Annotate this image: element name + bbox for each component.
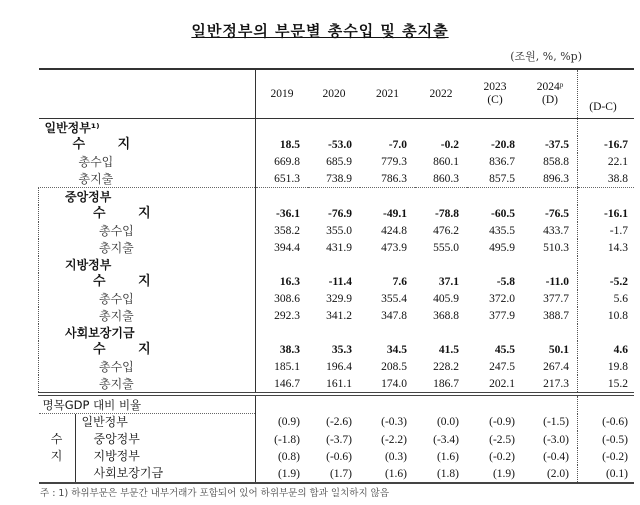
- row-label: 총지출: [39, 239, 256, 256]
- value-cell: 651.3: [256, 170, 309, 188]
- value-cell: 555.0: [433, 241, 459, 254]
- value-cell: 18.5: [279, 138, 300, 151]
- value-cell: 267.4: [543, 360, 569, 373]
- section-row: [39, 188, 635, 206]
- value-cell: -7.0: [388, 138, 407, 151]
- value-cell: 685.9: [326, 155, 352, 168]
- value-cell: 476.2: [433, 224, 459, 237]
- value-cell: 435.5: [489, 224, 515, 237]
- value-cell: 394.4: [274, 241, 300, 254]
- empty-cell: [360, 188, 415, 206]
- table-title: 일반정부의 부문별 총수입 및 총지출: [191, 22, 449, 40]
- empty-cell: [360, 394, 415, 414]
- empty-cell: [523, 394, 578, 414]
- gdp-ratio-label: 명목GDP 대비 비율: [39, 394, 256, 414]
- value-cell: 202.1: [467, 375, 523, 394]
- column-header: [308, 69, 360, 119]
- empty-cell: [256, 256, 309, 273]
- value-cell: (-0.5): [578, 431, 635, 448]
- value-cell: 341.2: [326, 309, 352, 322]
- value-cell: -20.8: [491, 138, 515, 151]
- table-row: [39, 153, 635, 170]
- value-cell: (-1.5): [543, 416, 569, 429]
- gdp-row: [39, 448, 635, 465]
- value-cell: -1.7: [578, 222, 635, 239]
- value-cell: 405.9: [433, 292, 459, 305]
- balance-side-label: 지: [39, 448, 76, 465]
- value-cell: (-0.6): [578, 414, 635, 432]
- value-cell: (-0.4): [543, 450, 569, 463]
- value-cell: (1.6): [360, 465, 415, 483]
- section-label: 지방정부: [39, 256, 256, 273]
- value-cell: 228.2: [433, 360, 459, 373]
- gdp-row-label: [39, 414, 256, 432]
- value-cell: (-1.8): [274, 433, 300, 446]
- row-label: 수 지: [39, 136, 256, 153]
- value-cell: 38.8: [578, 170, 635, 188]
- value-cell: (-2.5): [489, 433, 515, 446]
- empty-cell: [578, 394, 635, 414]
- empty-cell: [256, 394, 309, 414]
- empty-cell: [256, 188, 309, 206]
- value-cell: -36.1: [276, 207, 300, 220]
- empty-cell: [308, 119, 360, 137]
- value-cell: 836.7: [489, 155, 515, 168]
- empty-cell: [360, 119, 415, 137]
- value-cell: 4.6: [578, 341, 635, 358]
- value-cell: (-2.6): [326, 416, 352, 429]
- empty-cell: [578, 324, 635, 341]
- value-cell: -60.5: [491, 207, 515, 220]
- value-cell: 146.7: [256, 375, 309, 394]
- value-cell: 495.9: [489, 241, 515, 254]
- value-cell: 22.1: [578, 153, 635, 170]
- empty-cell: [360, 324, 415, 341]
- value-cell: 347.8: [381, 309, 407, 322]
- balance-side-label: 수: [39, 431, 76, 448]
- row-label: 수 지: [39, 341, 256, 358]
- value-cell: 473.9: [381, 241, 407, 254]
- value-cell: 424.8: [381, 224, 407, 237]
- value-cell: 355.4: [381, 292, 407, 305]
- section-row: [39, 119, 635, 137]
- column-header-diff: (D-C): [578, 69, 635, 119]
- value-cell: 377.9: [489, 309, 515, 322]
- table-row: [39, 222, 635, 239]
- empty-cell: [578, 119, 635, 137]
- value-cell: (1.7): [308, 465, 360, 483]
- empty-cell: [308, 256, 360, 273]
- value-cell: 14.3: [578, 239, 635, 256]
- column-year: 2024ᵖ: [536, 81, 564, 93]
- gdp-row-text: 사회보장기금: [93, 466, 164, 480]
- value-cell: 779.3: [381, 155, 407, 168]
- gdp-row-label: [39, 431, 256, 448]
- gdp-row-label: [39, 465, 256, 483]
- value-cell: (0.1): [578, 465, 635, 483]
- value-cell: (-0.2): [578, 448, 635, 465]
- column-header: [360, 69, 415, 119]
- value-cell: 217.3: [523, 375, 578, 394]
- column-header: [415, 69, 467, 119]
- value-cell: 45.5: [494, 343, 515, 356]
- footnote: 주 : 1) 하위부문은 부문간 내부거래가 포함되어 있어 하위부문의 합과 일치하지 않음: [40, 488, 390, 499]
- gdp-row: [39, 465, 635, 483]
- value-cell: -16.1: [578, 205, 635, 222]
- empty-cell: [523, 324, 578, 341]
- value-cell: (0.0): [436, 416, 459, 429]
- section-label: 일반정부¹⁾: [39, 119, 256, 137]
- column-year: 2022: [429, 87, 453, 100]
- header-label-cell: [39, 69, 256, 119]
- empty-cell: [256, 324, 309, 341]
- value-cell: 19.8: [578, 358, 635, 375]
- value-cell: -76.5: [545, 207, 569, 220]
- empty-cell: [256, 119, 309, 137]
- column-year: 2020: [322, 87, 346, 100]
- value-cell: 16.3: [279, 275, 300, 288]
- value-cell: (1.6): [436, 450, 459, 463]
- value-cell: 860.3: [415, 170, 467, 188]
- section-row: [39, 256, 635, 273]
- row-label: 총수입: [39, 222, 256, 239]
- empty-cell: [415, 394, 467, 414]
- value-cell: -16.7: [578, 136, 635, 153]
- value-cell: 292.3: [274, 309, 300, 322]
- section-row: [39, 324, 635, 341]
- row-label: 총지출: [39, 307, 256, 324]
- value-cell: -78.8: [435, 207, 459, 220]
- value-cell: (2.0): [523, 465, 578, 483]
- value-cell: 433.7: [543, 224, 569, 237]
- table-row: [39, 307, 635, 324]
- value-cell: -0.2: [440, 138, 459, 151]
- balance-side-label: [39, 465, 76, 482]
- value-cell: 738.9: [308, 170, 360, 188]
- value-cell: 368.8: [433, 309, 459, 322]
- value-cell: (-2.2): [381, 433, 407, 446]
- gdp-row: [39, 431, 635, 448]
- row-label: 총수입: [39, 358, 256, 375]
- value-cell: (-0.3): [381, 416, 407, 429]
- table-row: [39, 341, 635, 358]
- empty-cell: [467, 324, 523, 341]
- row-label: 총지출: [39, 170, 256, 188]
- row-label: 총수입: [39, 290, 256, 307]
- table-row: [39, 290, 635, 307]
- fiscal-table: [38, 68, 634, 484]
- empty-cell: [308, 324, 360, 341]
- gdp-row-label: [39, 448, 256, 465]
- value-cell: (0.9): [277, 416, 300, 429]
- value-cell: 355.0: [326, 224, 352, 237]
- empty-cell: [308, 188, 360, 206]
- column-code: (D): [542, 94, 558, 106]
- value-cell: 37.1: [438, 275, 459, 288]
- balance-side-label: [39, 414, 76, 431]
- value-cell: 186.7: [415, 375, 467, 394]
- empty-cell: [415, 324, 467, 341]
- table-row: [39, 375, 635, 394]
- value-cell: (-0.6): [326, 450, 352, 463]
- value-cell: 358.2: [274, 224, 300, 237]
- column-code: (C): [487, 94, 503, 106]
- value-cell: 308.6: [274, 292, 300, 305]
- table-row: [39, 136, 635, 153]
- value-cell: 208.5: [381, 360, 407, 373]
- value-cell: (1.8): [415, 465, 467, 483]
- value-cell: 388.7: [543, 309, 569, 322]
- table-row: [39, 239, 635, 256]
- value-cell: 7.6: [392, 275, 407, 288]
- value-cell: 174.0: [360, 375, 415, 394]
- value-cell: -49.1: [383, 207, 407, 220]
- value-cell: -76.9: [328, 207, 352, 220]
- header-row: [39, 69, 635, 119]
- empty-cell: [308, 394, 360, 414]
- column-year: 2019: [270, 87, 294, 100]
- value-cell: 38.3: [279, 343, 300, 356]
- value-cell: -11.4: [328, 275, 352, 288]
- empty-cell: [467, 119, 523, 137]
- column-year: 2021: [376, 87, 399, 100]
- value-cell: (1.9): [256, 465, 309, 483]
- gdp-row-text: 지방정부: [93, 449, 140, 463]
- value-cell: -11.0: [545, 275, 569, 288]
- value-cell: -5.2: [578, 273, 635, 290]
- value-cell: (-3.0): [543, 433, 569, 446]
- value-cell: 510.3: [543, 241, 569, 254]
- value-cell: 5.6: [578, 290, 635, 307]
- empty-cell: [523, 256, 578, 273]
- row-label: 수 지: [39, 273, 256, 290]
- value-cell: 372.0: [489, 292, 515, 305]
- empty-cell: [415, 188, 467, 206]
- empty-cell: [415, 119, 467, 137]
- value-cell: 50.1: [548, 343, 569, 356]
- value-cell: 35.3: [331, 343, 352, 356]
- value-cell: (0.8): [277, 450, 300, 463]
- section-label: 사회보장기금: [39, 324, 256, 341]
- table-row: [39, 170, 635, 188]
- value-cell: 860.1: [433, 155, 459, 168]
- empty-cell: [578, 188, 635, 206]
- value-cell: (-0.9): [489, 416, 515, 429]
- value-cell: 857.5: [467, 170, 523, 188]
- empty-cell: [523, 188, 578, 206]
- value-cell: 247.5: [489, 360, 515, 373]
- column-header: [523, 69, 578, 119]
- value-cell: (1.9): [467, 465, 523, 483]
- value-cell: 431.9: [326, 241, 352, 254]
- empty-cell: [578, 256, 635, 273]
- value-cell: 161.1: [308, 375, 360, 394]
- value-cell: 786.3: [360, 170, 415, 188]
- value-cell: (-0.2): [489, 450, 515, 463]
- value-cell: 34.5: [386, 343, 407, 356]
- value-cell: 896.3: [523, 170, 578, 188]
- row-label: 총지출: [39, 375, 256, 394]
- gdp-ratio-header-row: [39, 394, 635, 414]
- value-cell: (-3.7): [326, 433, 352, 446]
- row-label: 수 지: [39, 205, 256, 222]
- value-cell: (0.3): [384, 450, 407, 463]
- column-year: 2023: [483, 81, 507, 93]
- column-header: [256, 69, 309, 119]
- value-cell: 377.7: [543, 292, 569, 305]
- table-row: [39, 358, 635, 375]
- gdp-row-text: 중앙정부: [93, 432, 140, 446]
- gdp-row: [39, 414, 635, 432]
- gdp-row-text: 일반정부: [81, 415, 128, 429]
- value-cell: 329.9: [326, 292, 352, 305]
- empty-cell: [467, 394, 523, 414]
- units-label: (조원, %, %p): [510, 50, 582, 63]
- value-cell: 858.8: [543, 155, 569, 168]
- value-cell: -5.8: [496, 275, 515, 288]
- empty-cell: [360, 256, 415, 273]
- value-cell: 15.2: [578, 375, 635, 394]
- value-cell: 10.8: [578, 307, 635, 324]
- value-cell: 185.1: [274, 360, 300, 373]
- section-label: 중앙정부: [39, 188, 256, 206]
- empty-cell: [467, 256, 523, 273]
- table-row: [39, 273, 635, 290]
- value-cell: 196.4: [326, 360, 352, 373]
- column-header: [467, 69, 523, 119]
- row-label: 총수입: [39, 153, 256, 170]
- empty-cell: [523, 119, 578, 137]
- empty-cell: [415, 256, 467, 273]
- value-cell: (-3.4): [433, 433, 459, 446]
- empty-cell: [467, 188, 523, 206]
- value-cell: -53.0: [328, 138, 352, 151]
- table-row: [39, 205, 635, 222]
- value-cell: 41.5: [438, 343, 459, 356]
- value-cell: -37.5: [545, 138, 569, 151]
- value-cell: 669.8: [274, 155, 300, 168]
